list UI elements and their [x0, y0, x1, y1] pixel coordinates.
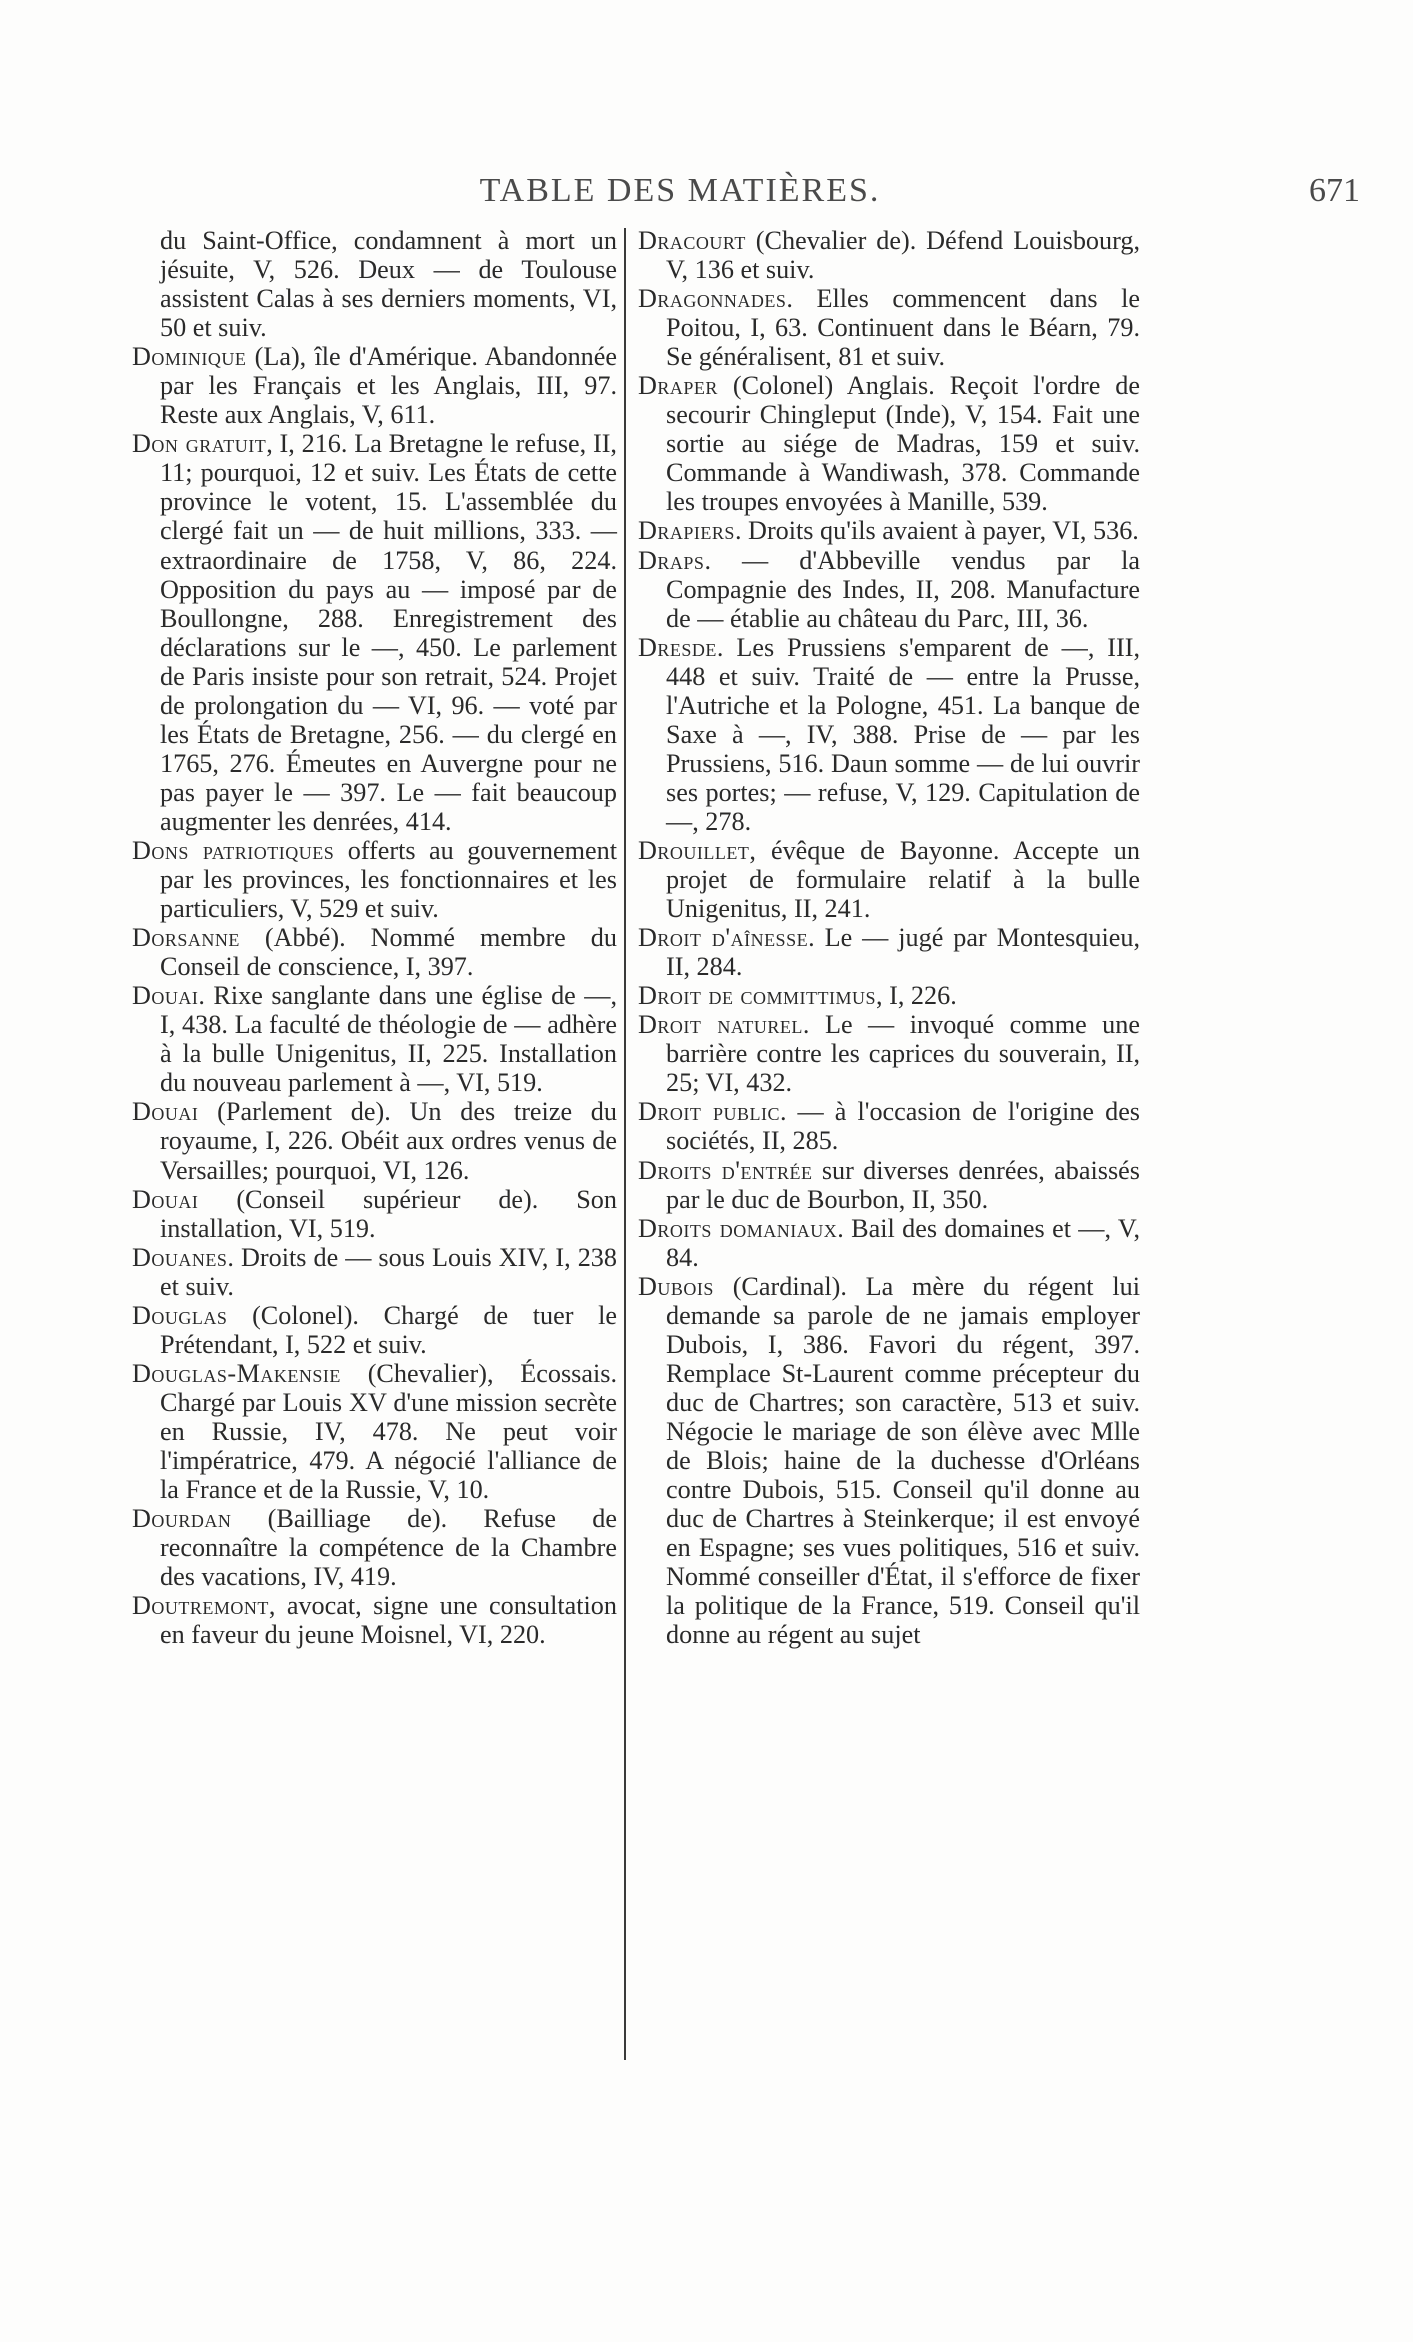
entry-text: (Bailliage de). Refuse de reconnaître la compétence de la Chambre des vacations, IV, 419. [160, 1504, 617, 1592]
index-entry [132, 1243, 617, 1301]
index-entry [132, 1504, 617, 1591]
entry-headword: Dons patriotiques [132, 835, 335, 865]
entry-text: . Rixe sanglante dans une église de —, I, 438. La faculté de théologie de — adhère à la bulle Unigenitus, II, 225. Installation du nouveau parlement à —, VI, 519. [160, 981, 617, 1098]
index-entry [638, 923, 1140, 981]
index-entry [638, 516, 1140, 545]
entry-text: (Colonel). Chargé de tuer le Prétendant, I, 522 et suiv. [160, 1300, 618, 1359]
entry-text: . Le — jugé par Montesquieu, II, 284. [666, 923, 1140, 982]
index-entry [132, 836, 617, 923]
index-entry [132, 1359, 617, 1504]
entry-headword: Dubois [638, 1271, 714, 1301]
entry-text: , avocat, signe une consultation en faveur du jeune Moisnel, VI, 220. [160, 1591, 617, 1650]
entry-text: . Bail des domaines et —, V, 84. [666, 1213, 1140, 1272]
entry-text: (Cardinal). La mère du régent lui demande sa parole de ne jamais employer Dubois, I, 386. Favori du régent, 397. Remplace St-Laurent comme précepteur du duc de Chartres; son caractère, 513 et suiv. Négocie le mariage de son élève avec Mlle de Blois; haine de la duchesse d'Orléans contre Dubois, 515. Conseil qu'il donne au duc de Chartres à Steinkerque; il est envoyé en Espagne; ses vues politiques, 516 et suiv. Nommé conseiller d'État, il s'efforce de fixer la politique de la France, 519. Conseil qu'il donne au régent au sujet [666, 1271, 1140, 1650]
index-entry [638, 981, 1140, 1010]
index-entry [132, 1097, 617, 1184]
index-entry [638, 1156, 1140, 1214]
left-column [132, 226, 617, 1649]
entry-headword: Dourdan [132, 1504, 232, 1534]
entry-text: (Conseil supérieur de). Son installation, VI, 519. [160, 1184, 617, 1243]
entry-headword: Douai [132, 981, 199, 1011]
entry-text: (La), île d'Amérique. Abandonnée par les Français et les Anglais, III, 97. Reste aux Anglais, V, 611. [160, 342, 617, 430]
index-entry [132, 1591, 617, 1649]
index-entry [132, 429, 617, 836]
right-column [638, 226, 1140, 1649]
entry-headword: Droit naturel [638, 1010, 803, 1040]
entry-text: du Saint-Office, condamnent à mort un jésuite, V, 526. Deux — de Toulouse assistent Calas à ses derniers moments, VI, 50 et suiv. [160, 226, 617, 343]
entry-headword: Dracourt [638, 226, 746, 255]
index-entry [638, 371, 1140, 516]
entry-text: . — à l'occasion de l'origine des sociétés, II, 285. [666, 1097, 1141, 1156]
entry-text: . Droits de — sous Louis XIV, I, 238 et suiv. [160, 1242, 617, 1301]
entry-headword: Dresde [638, 632, 717, 662]
index-entry [638, 1272, 1140, 1650]
entry-text: (Parlement de). Un des treize du royaume, I, 226. Obéit aux ordres venus de Versailles; pourquoi, VI, 126. [160, 1097, 617, 1185]
entry-text: offerts au gouvernement par les provinces, les fonctionnaires et les particuliers, V, 529 et suiv. [160, 835, 618, 924]
index-entry [638, 1097, 1140, 1155]
entry-text: (Colonel) Anglais. Reçoit l'ordre de secourir Chingleput (Inde), V, 154. Fait une sortie au siége de Madras, 159 et suiv. Commande à Wandiwash, 378. Commande les troupes envoyées à Manille, 539. [666, 371, 1140, 517]
entry-headword: Draper [638, 371, 718, 401]
entry-headword: Douai [132, 1097, 199, 1127]
entry-headword: Dominique [132, 342, 247, 372]
entry-headword: Draps [638, 545, 705, 575]
entry-headword: Douai [132, 1184, 199, 1214]
entry-headword: Drapiers [638, 516, 735, 546]
column-divider [624, 228, 626, 2060]
entry-headword: Douglas [132, 1300, 228, 1330]
index-entry [132, 1185, 617, 1243]
entry-text: . — d'Abbeville vendus par la Compagnie des Indes, II, 208. Manufacture de — établie au château du Parc, III, 36. [666, 545, 1140, 633]
entry-headword: Droit public [638, 1097, 780, 1127]
entry-text: , I, 226. [876, 981, 957, 1011]
entry-text: . Droits qu'ils avaient à payer, VI, 536. [734, 516, 1139, 546]
entry-text: . Elles commencent dans le Poitou, I, 63. Continuent dans le Béarn, 79. Se généralisent, 81 et suiv. [666, 284, 1140, 372]
entry-text: sur diverses denrées, abaissés par le duc de Bourbon, II, 350. [666, 1155, 1140, 1214]
entry-headword: Droits domaniaux [638, 1213, 838, 1243]
entry-headword: Droits d'entrée [638, 1155, 813, 1185]
entry-headword: Dorsanne [132, 923, 240, 953]
entry-text: (Chevalier de). Défend Louisbourg, V, 136 et suiv. [666, 226, 1141, 285]
entry-headword: Douglas-Makensie [132, 1358, 341, 1388]
entry-headword: Droit d'aînesse [638, 923, 809, 953]
index-entry [638, 226, 1140, 284]
index-entry [638, 633, 1140, 836]
entry-text: (Chevalier), Écossais. Chargé par Louis XV d'une mission secrète en Russie, IV, 478. Ne peut voir l'impératrice, 479. A négocié l'alliance de la France et de la Russie, V, 10. [160, 1358, 617, 1505]
index-entry [132, 923, 617, 981]
entry-headword: Don gratuit [132, 429, 267, 459]
entry-headword: Drouillet [638, 835, 750, 865]
index-entry [638, 546, 1140, 633]
entry-headword: Droit de committimus [638, 981, 877, 1011]
running-head: TABLE DES MATIÈRES. [479, 172, 881, 209]
index-entry [132, 226, 617, 342]
index-entry [132, 1301, 617, 1359]
entry-headword: Douanes [132, 1242, 228, 1272]
index-entry [132, 981, 617, 1097]
index-entry [638, 1214, 1140, 1272]
page-number: 671 [1309, 172, 1360, 209]
entry-text: . Les Prussiens s'emparent de —, III, 448 et suiv. Traité de — entre la Prusse, l'Autriche et la Pologne, 451. La banque de Saxe à —, IV, 388. Prise de — par les Prussiens, 516. Daun somme — de lui ouvrir ses portes; — refuse, V, 129. Capitulation de —, 278. [666, 632, 1140, 836]
index-entry [638, 1010, 1140, 1097]
index-entry [638, 284, 1140, 371]
index-entry [132, 342, 617, 429]
index-entry [638, 836, 1140, 923]
entry-headword: Doutremont [132, 1591, 269, 1621]
entry-text: , I, 216. La Bretagne le refuse, II, 11; pourquoi, 12 et suiv. Les États de cette province le votent, 15. L'assemblée du clergé fait un — de huit millions, 333. — extraordinaire de 1758, V, 86, 224. Opposition du pays au — imposé par de Boullongne, 288. Enregistrement des déclarations sur le —, 450. Le parlement de Paris insiste pour son retrait, 524. Projet de prolongation du — VI, 96. — voté par les États de Bretagne, 256. — du clergé en 1765, 276. Émeutes en Auvergne pour ne pas payer le — 397. Le — fait beaucoup augmenter les denrées, 414. [160, 429, 617, 836]
entry-text: , évêque de Bayonne. Accepte un projet de formulaire relatif à la bulle Unigenitus, II, 241. [666, 835, 1140, 924]
entry-text: (Abbé). Nommé membre du Conseil de conscience, I, 397. [160, 923, 617, 982]
entry-text: . Le — invoqué comme une barrière contre les caprices du souverain, II, 25; VI, 432. [666, 1010, 1140, 1098]
entry-headword: Dragonnades [638, 284, 787, 314]
